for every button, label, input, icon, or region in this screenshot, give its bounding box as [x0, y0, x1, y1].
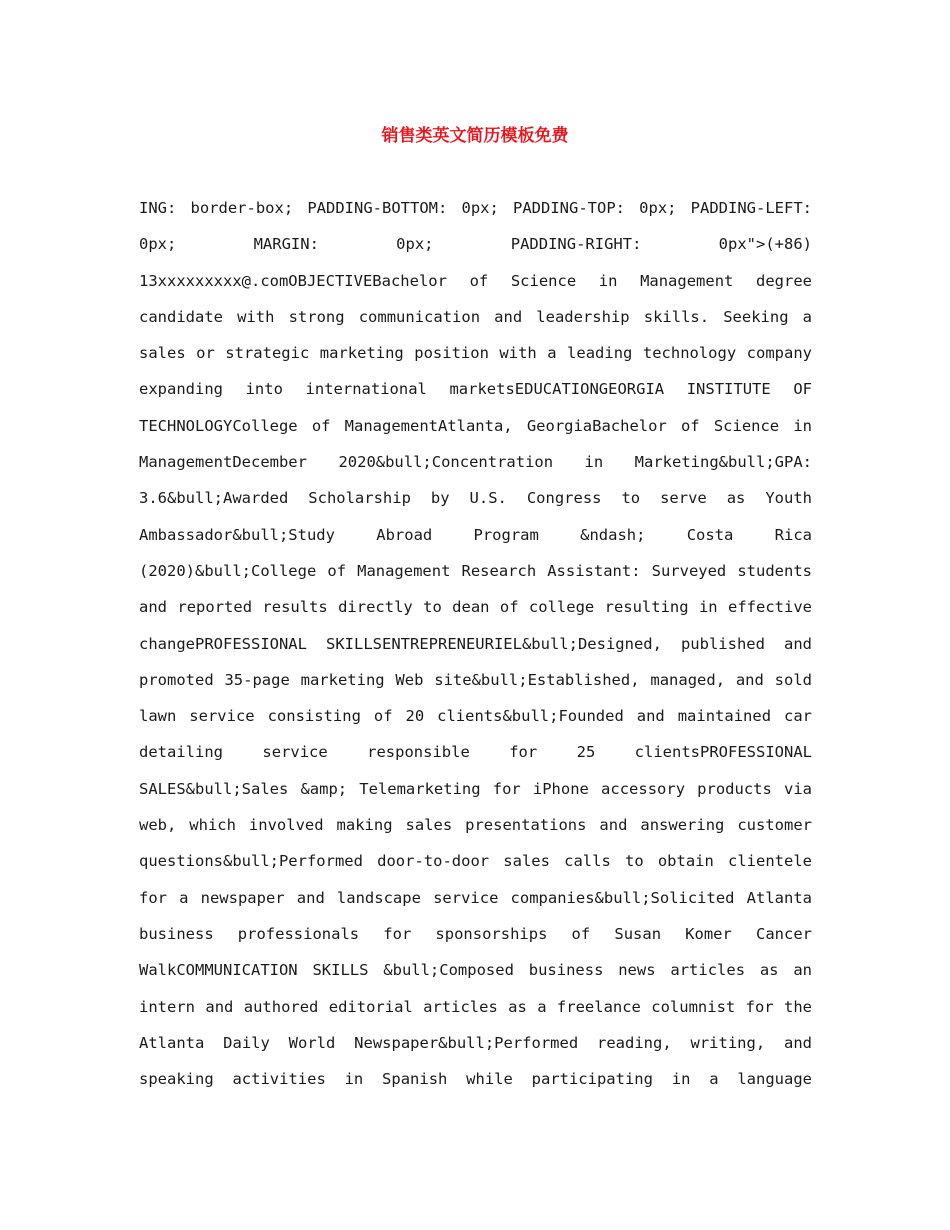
body-line: ManagementDecember 2020&bull;Concentration in Marketing&bull;GPA:: [139, 453, 812, 472]
body-line: and reported results directly to dean of college resulting in effective: [139, 598, 812, 617]
body-line: web, which involved making sales presentations and answering customer: [139, 816, 812, 835]
body-line: 13xxxxxxxxx@.comOBJECTIVEBachelor of Science in Management degree: [139, 271, 812, 290]
body-line: SALES&bull;Sales &amp; Telemarketing for iPhone accessory products via: [139, 779, 812, 798]
body-line: changePROFESSIONAL SKILLSENTREPRENEURIEL&bull;Designed, published and: [139, 634, 812, 653]
body-line: 0px; MARGIN: 0px; PADDING-RIGHT: 0px">(+86): [139, 235, 812, 254]
body-line: TECHNOLOGYCollege of ManagementAtlanta, GeorgiaBachelor of Science in: [139, 416, 812, 435]
body-line: questions&bull;Performed door-to-door sales calls to obtain clientele: [139, 852, 812, 871]
body-line: detailing service responsible for 25 clientsPROFESSIONAL: [139, 743, 812, 762]
body-line: Ambassador&bull;Study Abroad Program &ndash; Costa Rica: [139, 525, 812, 544]
body-line: for a newspaper and landscape service companies&bull;Solicited Atlanta: [139, 888, 812, 907]
document-body: [139, 190, 812, 1097]
body-line: Atlanta Daily World Newspaper&bull;Performed reading, writing, and: [139, 1033, 812, 1052]
body-line: promoted 35-page marketing Web site&bull;Established, managed, and sold: [139, 670, 812, 689]
body-line: WalkCOMMUNICATION SKILLS &bull;Composed business news articles as an: [139, 961, 812, 980]
document-title: 销售类英文简历模板免费: [381, 126, 569, 146]
body-line: lawn service consisting of 20 clients&bull;Founded and maintained car: [139, 707, 812, 726]
body-line: 3.6&bull;Awarded Scholarship by U.S. Congress to serve as Youth: [139, 489, 812, 508]
body-line: intern and authored editorial articles as a freelance columnist for the: [139, 997, 812, 1016]
body-line: ING: border-box; PADDING-BOTTOM: 0px; PADDING-TOP: 0px; PADDING-LEFT:: [139, 199, 812, 217]
body-line: sales or strategic marketing position with a leading technology company: [139, 344, 812, 363]
body-line: candidate with strong communication and leadership skills. Seeking a: [139, 307, 812, 326]
body-line: speaking activities in Spanish while participating in a language: [139, 1070, 812, 1089]
body-line: business professionals for sponsorships of Susan Komer Cancer: [139, 924, 812, 943]
body-line: expanding into international marketsEDUCATIONGEORGIA INSTITUTE OF: [139, 380, 812, 399]
body-line: (2020)&bull;College of Management Research Assistant: Surveyed students: [139, 561, 812, 580]
